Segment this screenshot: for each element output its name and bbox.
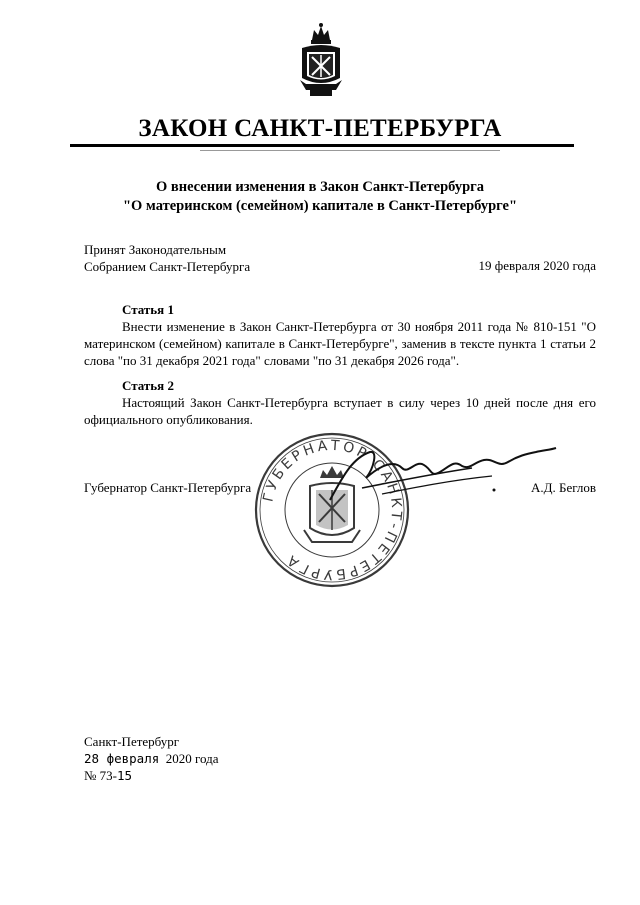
svg-text:ГУБЕРНАТОР САНКТ-ПЕТЕРБУРГА: ГУБЕРНАТОР САНКТ-ПЕТЕРБУРГА <box>260 437 405 583</box>
subject-line-2: "О материнском (семейном) капитале в Санкт-Петербурге" <box>122 198 518 214</box>
signing-date-year: 2020 года <box>165 751 219 766</box>
governor-name: А.Д. Беглов <box>531 480 597 495</box>
article-heading: Статья 1 <box>122 302 174 317</box>
adoption-line-2: Собранием Санкт-Петербурга <box>84 259 251 274</box>
article-2 <box>84 377 596 428</box>
title-underline-thin <box>200 150 500 151</box>
article-text: Настоящий Закон Санкт-Петербурга вступает в силу через 10 дней после дня его официального опубликования. <box>84 395 596 427</box>
law-subject <box>0 178 640 216</box>
subject-line-1: О внесении изменения в Закон Санкт-Петербурга <box>155 179 484 195</box>
adoption-date: 19 февраля 2020 года <box>478 258 596 273</box>
law-number <box>84 767 219 784</box>
adoption-line-1: Принят Законодательным <box>84 242 227 257</box>
signing-city: Санкт-Петербург <box>84 734 180 749</box>
article-1 <box>84 301 596 369</box>
signing-date-day: 28 февраля <box>84 751 160 766</box>
governor-title: Губернатор Санкт-Петербурга <box>84 480 252 495</box>
adoption-block <box>84 241 250 275</box>
article-text: Внести изменение в Закон Санкт-Петербурга от 30 ноября 2011 года № 810-151 "О материнском (семейном) капитале в Санкт-Петербурге", заменив в тексте пункта 1 статьи 2 слова "по 31 декабря 2021 года" словами "по 31 декабря 2026 года". <box>84 319 596 368</box>
law-number-value: 15 <box>116 768 133 783</box>
governor-signature <box>322 438 562 510</box>
title-underline <box>70 144 574 147</box>
coat-of-arms-icon <box>296 22 346 100</box>
signing-date <box>84 750 219 767</box>
law-number-prefix: № 73- <box>84 768 117 783</box>
signing-block <box>84 733 219 784</box>
article-heading: Статья 2 <box>122 378 174 393</box>
law-title: ЗАКОН САНКТ-ПЕТЕРБУРГА <box>138 115 502 142</box>
